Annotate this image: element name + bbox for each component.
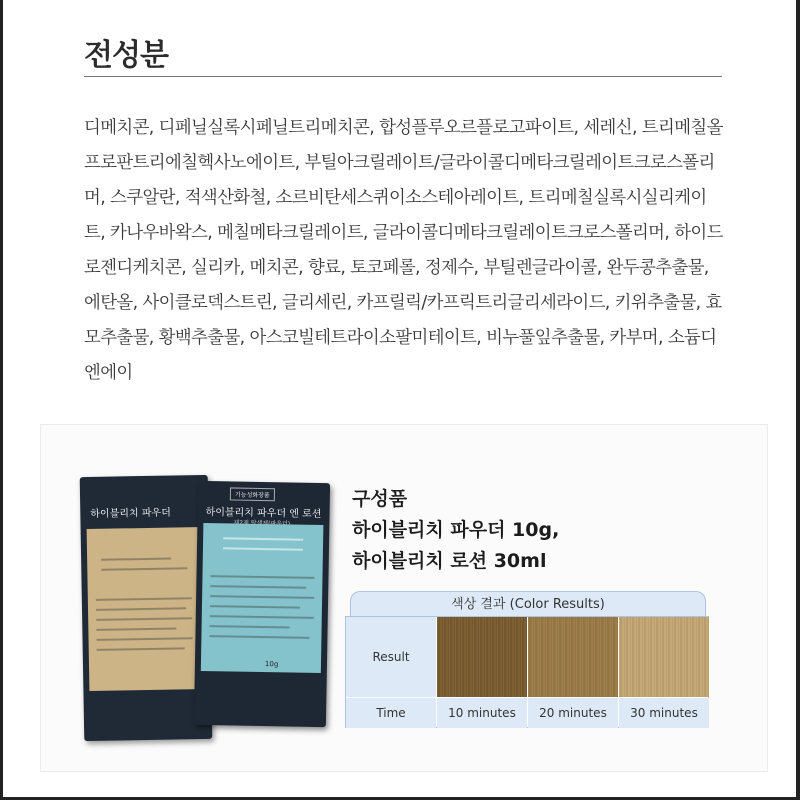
color-swatch-30min bbox=[619, 617, 709, 697]
lotion-sachet-label bbox=[201, 523, 324, 673]
color-swatch-20min bbox=[528, 617, 618, 697]
frame-right-border bbox=[796, 0, 800, 800]
time-row-label: Time bbox=[346, 698, 436, 728]
component-item: 하이블리치 로션 30ml bbox=[352, 550, 547, 572]
powder-sachet-image bbox=[80, 475, 213, 741]
lotion-sachet-image bbox=[194, 481, 330, 727]
color-swatch-10min bbox=[437, 617, 527, 697]
color-results-title: 색상 결과 (Color Results) bbox=[350, 591, 706, 617]
lotion-sachet-brand: 하이블리치 파우더 엔 로션 bbox=[205, 507, 322, 521]
color-results-table bbox=[345, 616, 709, 728]
sachet-tag: 기능성화장품 bbox=[230, 487, 275, 501]
components-heading: 구성품 bbox=[352, 488, 408, 510]
ingredients-list: 디메치콘, 디페닐실록시페닐트리메치콘, 합성플루오르플로고파이트, 세레신, 트리메칠올프로판트리에칠헥사노에이트, 부틸아크릴레이트/글라이콜디메타크릴레이트크로스폴리머, 스쿠알란, 적색산화철, 소르비탄세스퀴이소스테아레이트, 트리메칠실록시실리케이트, 카나우바왁스, 메칠메타크릴레이트, 글라이콜디메타크릴레이트크로스폴리머, 하이드로젠디케치콘, 실리카, 메치콘, 향료, 토코페롤, 정제수, 부틸렌글라이콜, 완두콩추출물, 에탄올, 사이클로덱스트린, 글리세린, 카프릴릭/카프릭트리글리세라이드, 키위추출물, 효모추출물, 황백추출물, 아스코빌테트라이소팔미테이트, 비누풀잎추출물, 카부머, 소듐디엔에이 bbox=[84, 118, 723, 383]
title-divider bbox=[84, 76, 722, 77]
lotion-sachet-weight: 10g bbox=[264, 660, 279, 669]
powder-sachet-brand: 하이블리치 파우더 bbox=[90, 507, 171, 520]
component-item: 하이블리치 파우더 10g, bbox=[352, 519, 560, 541]
frame-left-border bbox=[0, 0, 3, 800]
components-info bbox=[352, 484, 559, 577]
powder-sachet-label bbox=[87, 527, 206, 691]
time-cell: 20 minutes bbox=[528, 698, 618, 728]
time-cell: 10 minutes bbox=[437, 698, 527, 728]
time-cell: 30 minutes bbox=[619, 698, 709, 728]
result-row-label: Result bbox=[346, 617, 436, 697]
section-title: 전성분 bbox=[84, 38, 168, 73]
